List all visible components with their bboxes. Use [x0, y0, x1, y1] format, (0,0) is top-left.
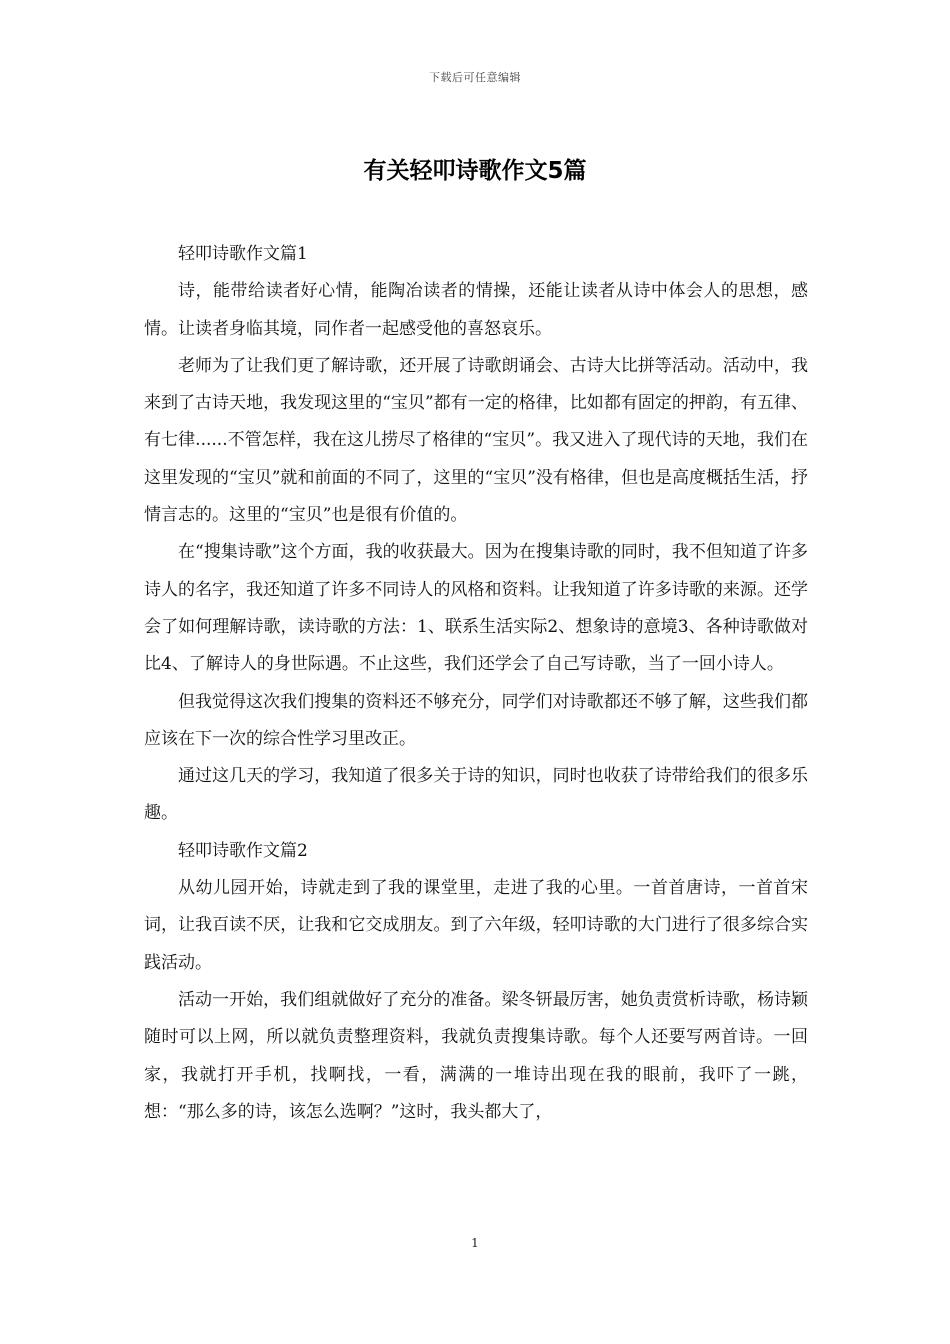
paragraph: 通过这几天的学习，我知道了很多关于诗的知识，同时也收获了诗带给我们的很多乐趣。 — [144, 766, 808, 824]
section-heading-1: 轻叩诗歌作文篇1 — [178, 244, 308, 264]
page-number: 1 — [471, 1236, 479, 1250]
paragraph: 活动一开始，我们组就做好了充分的准备。梁冬钘最厉害，她负责赏析诗歌，杨诗颖随时可以上网，所以就负责整理资料，我就负责搜集诗歌。每个人还要写两首诗。一回家，我就打开手机，找啊找，一看，满满的一堆诗出现在我的眼前，我吓了一跳，想：“那么多的诗，该怎么选啊？”这时，我头都大了， — [144, 989, 808, 1122]
paragraph: 诗，能带给读者好心情，能陶冶读者的情操，还能让读者从诗中体会人的思想，感情。让读者身临其境，同作者一起感受他的喜怒哀乐。 — [144, 281, 808, 339]
document-body — [144, 236, 808, 1131]
paragraph: 但我觉得这次我们搜集的资料还不够充分，同学们对诗歌都还不够了解，这些我们都应该在下一次的综合性学习里改正。 — [144, 691, 808, 749]
paragraph: 从幼儿园开始，诗就走到了我的课堂里，走进了我的心里。一首首唐诗，一首首宋词，让我百读不厌，让我和它交成朋友。到了六年级，轻叩诗歌的大门进行了很多综合实践活动。 — [144, 878, 808, 973]
header-note: 下载后可任意编辑 — [429, 71, 521, 84]
paragraph: 在“搜集诗歌”这个方面，我的收获最大。因为在搜集诗歌的同时，我不但知道了许多诗人的名字，我还知道了许多不同诗人的风格和资料。让我知道了许多诗歌的来源。还学会了如何理解诗歌，读诗歌的方法：1、联系生活实际2、想象诗的意境3、各种诗歌做对比4、了解诗人的身世际遇。不止这些，我们还学会了自己写诗歌，当了一回小诗人。 — [144, 542, 808, 675]
paragraph: 老师为了让我们更了解诗歌，还开展了诗歌朗诵会、古诗大比拼等活动。活动中，我来到了古诗天地，我发现这里的“宝贝”都有一定的格律，比如都有固定的押韵，有五律、有七律......不管怎样，我在这儿捞尽了格律的“宝贝”。我又进入了现代诗的天地，我们在这里发现的“宝贝”就和前面的不同了，这里的“宝贝”没有格律，但也是高度概括生活，抒情言志的。这里的“宝贝”也是很有价值的。 — [144, 355, 808, 526]
document-title: 有关轻叩诗歌作文5篇 — [363, 158, 587, 184]
section-heading-2: 轻叩诗歌作文篇2 — [178, 840, 308, 861]
